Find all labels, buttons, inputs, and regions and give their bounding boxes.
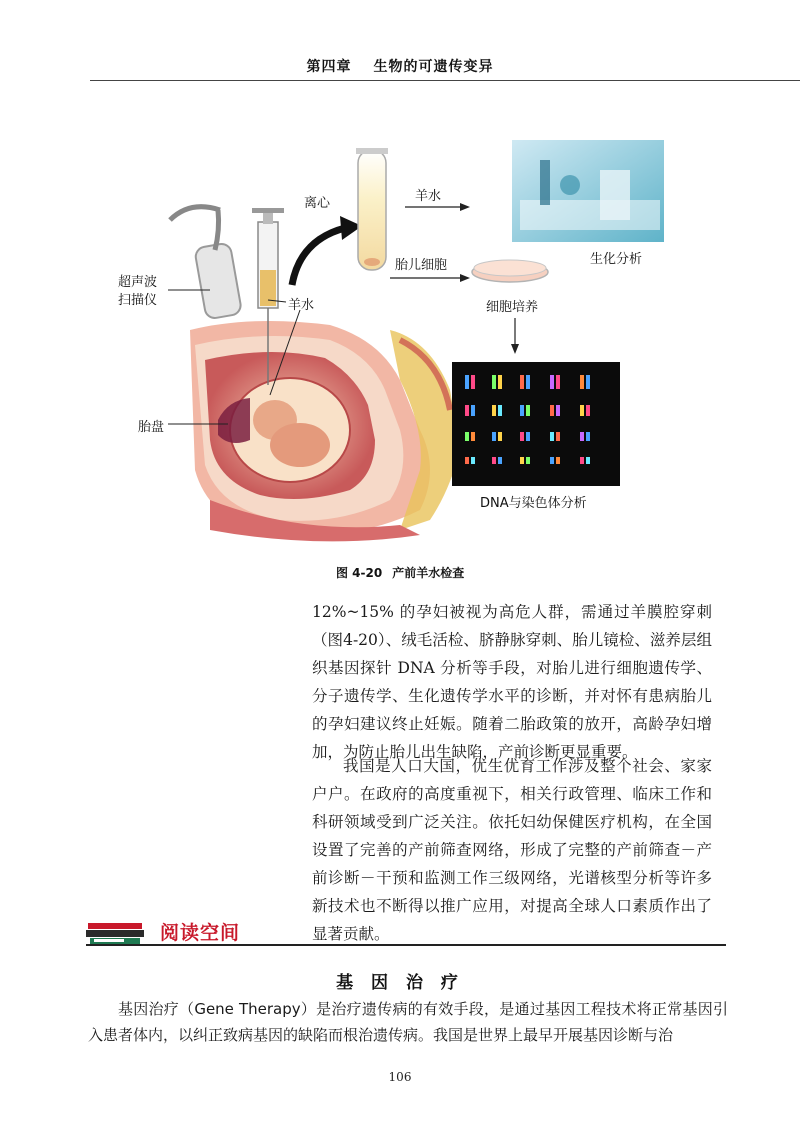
body-paragraph-2: 我国是人口大国，优生优育工作涉及整个社会、家家户户。在政府的高度重视下，相关行政管理、临床工作和科研领域受到广泛关注。依托妇幼保健医疗机构，在全国设置了完善的产前筛查网络，形成了完整的产前筛查－产前诊断－干预和监测工作三级网络，光谱核型分析等许多新技术也不断得以推广应用，对提高全球人口素质作出了显著贡献。	[312, 757, 712, 943]
chapter-number: 第四章	[306, 59, 352, 75]
arrow-to-biochem-head	[460, 203, 470, 211]
running-header	[0, 56, 800, 76]
reading-rule	[86, 944, 726, 946]
article-text	[88, 996, 728, 1048]
label-ultrasound: 超声波 扫描仪	[118, 275, 158, 308]
petri-dish	[472, 260, 548, 282]
reading-section-title: 阅读空间	[160, 922, 241, 944]
caption-number: 图 4-20	[336, 566, 383, 580]
label-biochem: 生化分析	[590, 252, 643, 267]
label-centrifuge: 离心	[304, 196, 331, 211]
ultrasound-probe	[170, 207, 242, 320]
figure-caption	[336, 564, 464, 581]
label-placenta: 胎盘	[138, 420, 165, 435]
arrow-to-culture-head	[460, 274, 470, 282]
page-number: 106	[388, 1070, 412, 1084]
article-title: 基 因 治 疗	[336, 973, 464, 993]
curved-arrow	[292, 228, 345, 285]
label-amniotic-fluid: 羊水	[288, 298, 315, 313]
label-amniotic-arrow: 羊水	[415, 189, 442, 204]
centrifuge-tube	[356, 148, 388, 270]
body-paragraph-1: 12%~15% 的孕妇被视为高危人群，需通过羊膜腔穿刺（图4-20）、绒毛活检、脐静脉穿刺、胎儿镜检、滋养层组织基因探针 DNA 分析等手段，对胎儿进行细胞遗传学、分子遗传学、生化遗传学水平的诊断，并对怀有患病胎儿的孕妇建议终止妊娠。随着二胎政策的放开，高龄孕妇增加，为防止胎儿出生缺陷，产前诊断更显重要。	[312, 603, 712, 761]
karyotype-panel	[452, 362, 620, 486]
uterus-cross-section	[190, 321, 460, 541]
header-rule	[90, 80, 800, 81]
label-cell-culture: 细胞培养	[486, 300, 539, 315]
lab-photo	[512, 140, 664, 242]
arrow-down-head	[511, 344, 519, 354]
figure-illustration	[100, 130, 700, 550]
amniocentesis-figure	[100, 130, 700, 550]
caption-text: 产前羊水检查	[392, 566, 465, 580]
article-paragraph: 基因治疗（Gene Therapy）是治疗遗传病的有效手段，是通过基因工程技术将正常基因引入患者体内，以纠正致病基因的缺陷而根治遗传病。我国是世界上最早开展基因诊断与治	[88, 1000, 728, 1044]
label-dna-analysis: DNA与染色体分析	[480, 496, 587, 511]
chapter-title: 生物的可遗传变异	[373, 59, 494, 75]
label-fetal-cells: 胎儿细胞	[395, 258, 448, 273]
